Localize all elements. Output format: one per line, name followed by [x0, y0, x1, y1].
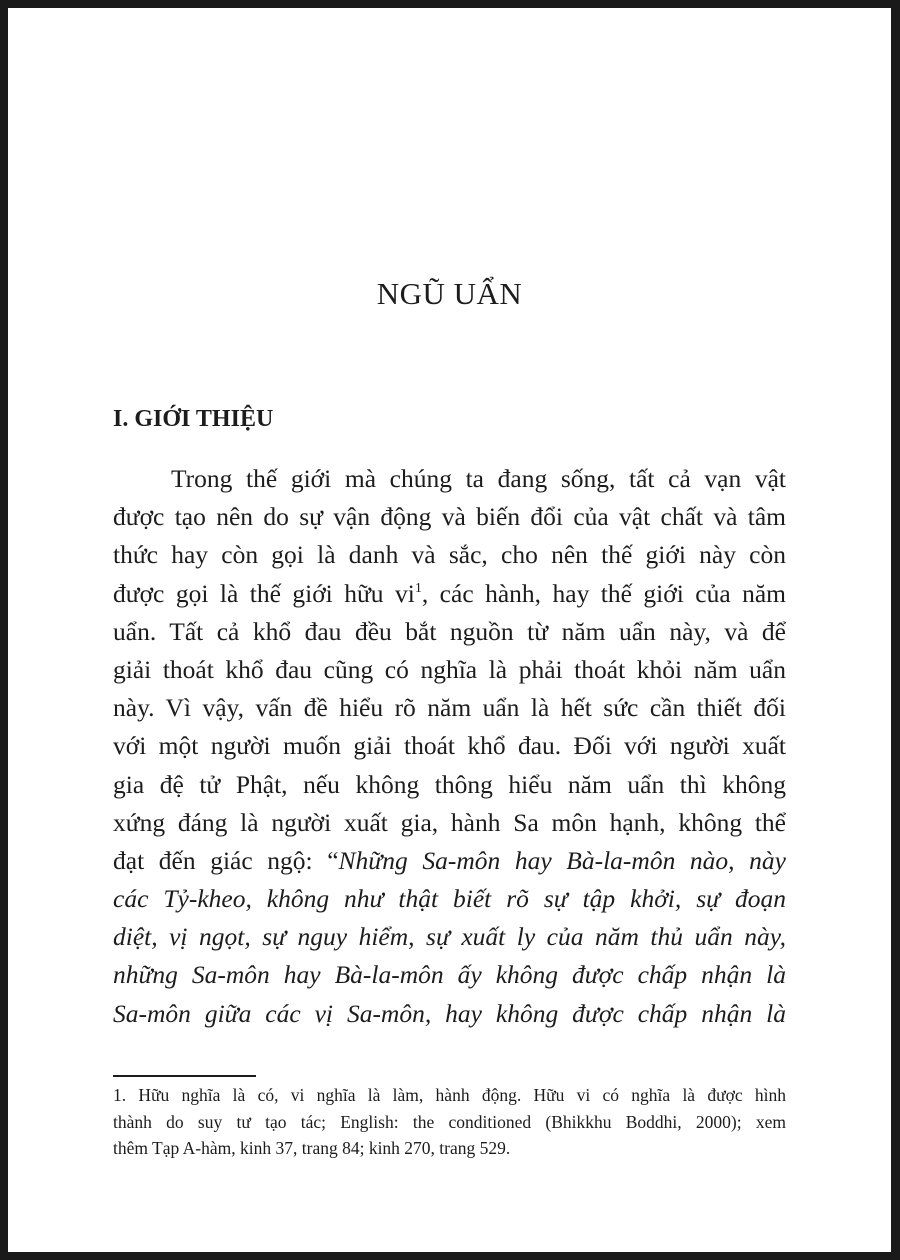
document-page [8, 8, 891, 1252]
body-line [113, 575, 786, 613]
body-line: này. Vì vậy, vấn đề hiểu rõ năm uẩn là hết sức cần thiết đối [113, 693, 786, 723]
body-line: uẩn. Tất cả khổ đau đều bắt nguồn từ năm uẩn này, và để [113, 616, 786, 646]
footnote-line: 1. Hữu nghĩa là có, vi nghĩa là làm, hành động. Hữu vi có nghĩa là được hình [113, 1085, 786, 1105]
body-line: với một người muốn giải thoát khổ đau. Đối với người xuất [113, 731, 786, 761]
body-paragraph [113, 460, 786, 1033]
footnote-line: thành do suy tư tạo tác; English: the conditioned (Bhikkhu Boddhi, 2000); xem [113, 1111, 786, 1132]
body-line: giải thoát khổ đau cũng có nghĩa là phải thoát khỏi năm uẩn [113, 654, 786, 684]
body-line: xứng đáng là người xuất gia, hành Sa môn hạnh, không thể [113, 807, 786, 837]
section-heading: I. GIỚI THIỆU [113, 406, 274, 432]
body-text: , các hành, hay thế giới của năm [421, 578, 787, 608]
quote-line: những Sa-môn hay Bà-la-môn ấy không được chấp nhận là [113, 960, 786, 990]
footnote-line: thêm Tạp A-hàm, kinh 37, trang 84; kinh 270, trang 529. [113, 1138, 511, 1158]
body-line: Trong thế giới mà chúng ta đang sống, tất cả vạn vật [171, 464, 786, 493]
body-line [113, 842, 786, 880]
footnote [113, 1082, 786, 1162]
quote-line: các Tỷ-kheo, không như thật biết rõ sự tập khởi, sự đoạn [113, 884, 786, 914]
footnote-reference[interactable]: 1 [414, 580, 422, 596]
quote-line: diệt, vị ngọt, sự nguy hiểm, sự xuất ly của năm thủ uẩn này, [113, 922, 786, 952]
quote-line: Sa-môn giữa các vị Sa-môn, hay không được chấp nhận là [113, 998, 786, 1028]
body-line: thức hay còn gọi là danh và sắc, cho nên thế giới này còn [113, 540, 786, 570]
body-line: được tạo nên do sự vận động và biến đổi của vật chất và tâm [113, 502, 786, 532]
body-line: gia đệ tử Phật, nếu không thông hiểu năm uẩn thì không [113, 769, 786, 799]
quote-text: Những Sa-môn hay Bà-la-môn nào, này [338, 845, 786, 875]
body-text: đạt đến giác ngộ: “ [113, 845, 339, 875]
chapter-title: NGŨ UẨN [376, 276, 523, 311]
footnote-divider [113, 1075, 256, 1077]
body-text: được gọi là thế giới hữu vi [113, 578, 415, 608]
